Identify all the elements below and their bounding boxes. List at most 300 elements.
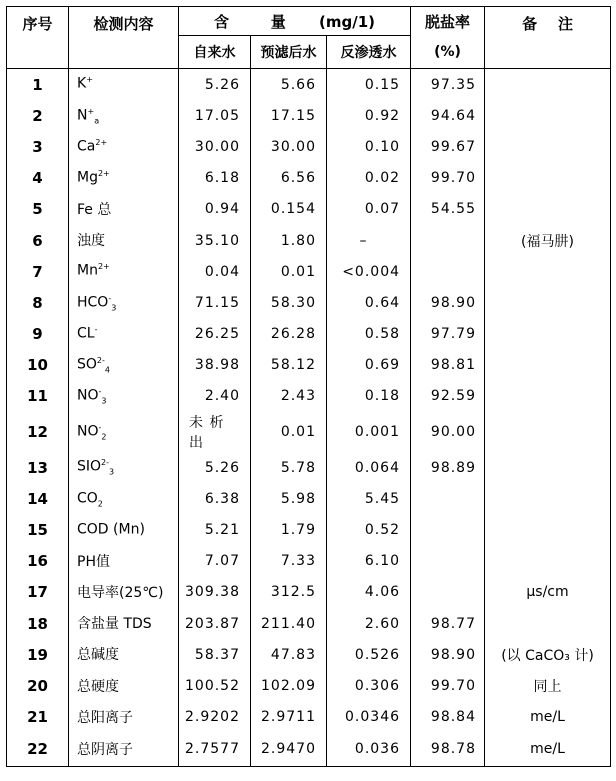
row-item — [69, 287, 179, 318]
row-rate — [411, 350, 485, 381]
row-tap: 35.10 — [194, 232, 240, 249]
row-note — [485, 412, 611, 452]
row-number — [7, 670, 69, 701]
row-tap-value — [179, 670, 251, 701]
header-note: 备 注 — [485, 7, 611, 69]
row-number — [7, 514, 69, 545]
row-base: 总阴离子 — [77, 741, 133, 758]
table-row — [7, 287, 611, 318]
row-tap-value — [179, 639, 251, 670]
row-rate — [411, 639, 485, 670]
row-tap-value — [179, 608, 251, 639]
row-base: CL — [77, 325, 95, 342]
row-note: (福马肼) — [521, 233, 574, 250]
row-sub: 2 — [97, 499, 103, 509]
row-tap: 2.7577 — [185, 741, 240, 758]
row-tap: 6.38 — [204, 490, 240, 507]
row-note — [485, 452, 611, 483]
row-tap-value — [179, 350, 251, 381]
row-base: K — [77, 76, 87, 93]
row-number — [7, 256, 69, 287]
row-ro: 0.10 — [364, 138, 401, 155]
row-ro: 0.92 — [364, 107, 401, 124]
row-number — [7, 639, 69, 670]
row-number — [7, 194, 69, 225]
row-note: me/L — [530, 709, 565, 726]
row-no: 20 — [27, 676, 48, 695]
row-prefiltered-value — [251, 163, 327, 194]
table-row — [7, 194, 611, 225]
row-ro-value — [327, 546, 411, 577]
row-note — [485, 608, 611, 639]
row-item — [69, 319, 179, 350]
row-ro-value — [327, 350, 411, 381]
row-no: 6 — [32, 231, 43, 250]
row-ro-value — [327, 514, 411, 545]
row-ro-value — [327, 287, 411, 318]
table-row — [7, 546, 611, 577]
header-content-unit: (mg/1) — [319, 12, 376, 31]
row-note — [485, 287, 611, 318]
row-number — [7, 350, 69, 381]
row-note — [485, 100, 611, 131]
row-ro-value — [327, 670, 411, 701]
row-tap-value — [179, 100, 251, 131]
row-item — [69, 69, 179, 101]
row-rate — [411, 670, 485, 701]
row-rate: 98.89 — [430, 459, 477, 476]
row-rate: 99.70 — [430, 677, 477, 694]
row-ro-value — [327, 702, 411, 733]
row-pre: 5.98 — [280, 490, 316, 507]
row-base: PH值 — [77, 553, 110, 570]
table-row — [7, 412, 611, 452]
row-sub: 4 — [104, 365, 110, 375]
row-ro: 0.0346 — [345, 709, 401, 726]
row-ro-value — [327, 733, 411, 767]
row-rate: 98.84 — [430, 709, 477, 726]
row-note — [485, 702, 611, 733]
row-tap: 17.05 — [194, 107, 240, 124]
row-note — [485, 670, 611, 701]
header-prefiltered-water: 预滤后水 — [251, 36, 327, 69]
row-item — [69, 350, 179, 381]
row-item — [69, 163, 179, 194]
header-item: 检测内容 — [69, 7, 179, 69]
table-row — [7, 514, 611, 545]
row-base: HCO — [77, 294, 109, 311]
row-no: 7 — [32, 262, 43, 281]
table-body — [7, 69, 611, 767]
row-pre: 2.9711 — [261, 709, 316, 726]
row-ro: 0.02 — [364, 170, 401, 187]
row-tap-value — [179, 412, 251, 452]
row-sup: + — [86, 75, 93, 85]
row-rate — [411, 733, 485, 767]
row-base: CO — [77, 490, 98, 507]
row-pre: 0.01 — [280, 424, 316, 441]
row-tap: 38.98 — [194, 357, 240, 374]
row-item — [69, 381, 179, 412]
row-tap-value — [179, 225, 251, 256]
row-number — [7, 733, 69, 767]
row-sup: 2- — [96, 356, 105, 366]
water-quality-table — [6, 6, 611, 767]
row-number — [7, 608, 69, 639]
row-tap: 5.21 — [204, 522, 240, 539]
row-base: 总硬度 — [77, 678, 119, 695]
row-no: 14 — [27, 489, 48, 508]
row-tap: 30.00 — [194, 138, 240, 155]
row-base: SIO — [77, 459, 102, 476]
row-rate: 98.90 — [430, 294, 477, 311]
row-ro-value — [327, 639, 411, 670]
row-ro: – — [359, 232, 368, 249]
row-ro: 0.306 — [354, 677, 401, 694]
row-ro-value — [327, 256, 411, 287]
row-no: 15 — [27, 521, 48, 540]
row-no: 19 — [27, 645, 48, 664]
row-item — [69, 483, 179, 514]
row-rate: 54.55 — [430, 201, 477, 218]
row-pre: 26.28 — [270, 326, 316, 343]
row-tap-value — [179, 514, 251, 545]
row-ro: 6.10 — [364, 553, 401, 570]
row-rate: 97.35 — [430, 76, 477, 93]
row-ro: 0.18 — [364, 388, 401, 405]
row-rate: 99.70 — [430, 170, 477, 187]
row-item — [69, 131, 179, 162]
row-ro: <0.004 — [342, 263, 401, 280]
row-pre: 17.15 — [270, 107, 316, 124]
row-ro: 5.45 — [364, 490, 401, 507]
row-ro: 0.526 — [354, 646, 401, 663]
row-number — [7, 287, 69, 318]
row-number — [7, 577, 69, 608]
row-rate: 98.77 — [430, 615, 477, 632]
row-rate — [411, 100, 485, 131]
row-item — [69, 733, 179, 767]
row-sup: 2- — [101, 458, 110, 468]
row-item — [69, 452, 179, 483]
row-prefiltered-value — [251, 131, 327, 162]
row-rate: 98.78 — [430, 741, 477, 758]
row-no: 9 — [32, 325, 43, 344]
row-tap-value — [179, 483, 251, 514]
row-tap-value — [179, 287, 251, 318]
row-rate: 90.00 — [430, 424, 477, 441]
table-row — [7, 483, 611, 514]
row-tap: 6.18 — [204, 170, 240, 187]
row-note — [485, 350, 611, 381]
row-no: 12 — [27, 423, 48, 442]
row-ro-value — [327, 319, 411, 350]
row-rate — [411, 452, 485, 483]
row-no: 21 — [27, 708, 48, 727]
row-sub: 3 — [109, 467, 115, 477]
row-no: 5 — [32, 200, 43, 219]
row-note — [485, 256, 611, 287]
row-note — [485, 319, 611, 350]
row-tap: 未 析 出 — [189, 415, 225, 452]
row-ro: 0.001 — [354, 424, 401, 441]
row-rate — [411, 256, 485, 287]
row-tap: 0.94 — [204, 201, 240, 218]
row-ro: 4.06 — [364, 584, 401, 601]
row-rate: 99.67 — [430, 138, 477, 155]
row-rate — [411, 225, 485, 256]
row-ro-value — [327, 577, 411, 608]
table-row — [7, 452, 611, 483]
row-ro-value — [327, 100, 411, 131]
row-ro-value — [327, 69, 411, 101]
header-rate-unit: (%) — [411, 36, 485, 69]
row-prefiltered-value — [251, 483, 327, 514]
row-base: N — [77, 107, 88, 124]
row-prefiltered-value — [251, 225, 327, 256]
row-pre: 30.00 — [270, 138, 316, 155]
row-rate — [411, 514, 485, 545]
row-ro: 0.52 — [364, 522, 401, 539]
row-sup: 2+ — [97, 168, 110, 178]
row-tap-value — [179, 194, 251, 225]
table-row — [7, 577, 611, 608]
row-item — [69, 608, 179, 639]
row-sub: a — [94, 116, 100, 125]
row-number — [7, 100, 69, 131]
row-no: 1 — [32, 75, 43, 94]
row-tap: 7.07 — [204, 553, 240, 570]
row-base: NO — [77, 387, 99, 404]
row-sup: - — [94, 324, 98, 334]
table-row — [7, 319, 611, 350]
table-row — [7, 733, 611, 767]
row-no: 3 — [32, 137, 43, 156]
row-no: 17 — [27, 583, 48, 602]
row-number — [7, 452, 69, 483]
row-no: 16 — [27, 552, 48, 571]
row-note — [485, 514, 611, 545]
row-tap-value — [179, 163, 251, 194]
row-prefiltered-value — [251, 194, 327, 225]
header-tap-water: 自来水 — [179, 36, 251, 69]
row-base: NO — [77, 423, 99, 440]
row-rate: 94.64 — [430, 107, 477, 124]
row-sub: 3 — [111, 303, 117, 313]
table-row — [7, 381, 611, 412]
row-item — [69, 546, 179, 577]
row-rate: 98.90 — [430, 646, 477, 663]
row-ro: 0.58 — [364, 326, 401, 343]
row-prefiltered-value — [251, 319, 327, 350]
row-rate — [411, 546, 485, 577]
row-tap-value — [179, 546, 251, 577]
table-row — [7, 69, 611, 101]
row-tap: 203.87 — [185, 615, 240, 632]
row-tap-value — [179, 69, 251, 101]
row-note — [485, 163, 611, 194]
row-rate: 98.81 — [430, 357, 477, 374]
row-pre: 6.56 — [280, 170, 316, 187]
row-number — [7, 131, 69, 162]
row-ro: 0.64 — [364, 294, 401, 311]
row-no: 13 — [27, 458, 48, 477]
row-tap: 309.38 — [185, 584, 240, 601]
row-rate — [411, 381, 485, 412]
row-ro-value — [327, 131, 411, 162]
row-prefiltered-value — [251, 287, 327, 318]
row-number — [7, 412, 69, 452]
table-row — [7, 100, 611, 131]
row-number — [7, 225, 69, 256]
row-number — [7, 546, 69, 577]
row-no: 18 — [27, 614, 48, 633]
row-tap-value — [179, 256, 251, 287]
row-pre: 5.78 — [280, 459, 316, 476]
row-rate — [411, 163, 485, 194]
row-note — [485, 546, 611, 577]
table-row — [7, 350, 611, 381]
row-tap: 26.25 — [194, 326, 240, 343]
row-pre: 2.9470 — [261, 741, 316, 758]
row-prefiltered-value — [251, 412, 327, 452]
row-no: 4 — [32, 169, 43, 188]
row-sup: 2+ — [95, 137, 108, 147]
row-tap: 2.9202 — [185, 709, 240, 726]
row-tap-value — [179, 319, 251, 350]
row-note — [485, 381, 611, 412]
row-tap-value — [179, 702, 251, 733]
row-pre: 102.09 — [261, 677, 316, 694]
row-note — [485, 131, 611, 162]
row-prefiltered-value — [251, 702, 327, 733]
row-pre: 211.40 — [261, 615, 316, 632]
table-row — [7, 702, 611, 733]
header-rate: 脱盐率 — [411, 7, 485, 36]
header-content — [179, 7, 411, 36]
row-pre: 5.66 — [280, 76, 316, 93]
row-tap: 5.26 — [204, 76, 240, 93]
row-ro-value — [327, 225, 411, 256]
row-item — [69, 256, 179, 287]
row-note — [485, 639, 611, 670]
row-base: 含盐量 TDS — [77, 616, 152, 633]
row-tap-value — [179, 452, 251, 483]
row-prefiltered-value — [251, 452, 327, 483]
row-prefiltered-value — [251, 381, 327, 412]
row-base: 总阳离子 — [77, 709, 133, 726]
row-rate: 97.79 — [430, 326, 477, 343]
row-note — [485, 194, 611, 225]
row-number — [7, 702, 69, 733]
row-pre: 312.5 — [270, 584, 316, 601]
row-note: me/L — [530, 741, 565, 758]
row-sub: 2 — [101, 432, 107, 442]
row-base: 电导率(25℃) — [77, 585, 164, 601]
row-ro-value — [327, 608, 411, 639]
row-ro: 0.69 — [364, 357, 401, 374]
row-number — [7, 319, 69, 350]
row-pre: 47.83 — [270, 646, 316, 663]
row-pre: 1.79 — [280, 522, 316, 539]
row-number — [7, 69, 69, 101]
row-ro-value — [327, 452, 411, 483]
row-tap-value — [179, 577, 251, 608]
row-note: μs/cm — [526, 584, 569, 601]
row-rate — [411, 131, 485, 162]
row-pre: 0.01 — [280, 263, 316, 280]
row-tap: 2.40 — [204, 388, 240, 405]
row-sup: - — [98, 387, 102, 397]
row-rate — [411, 483, 485, 514]
row-item — [69, 702, 179, 733]
row-rate — [411, 194, 485, 225]
row-note — [485, 69, 611, 101]
row-number — [7, 381, 69, 412]
row-note — [485, 225, 611, 256]
row-tap-value — [179, 381, 251, 412]
row-prefiltered-value — [251, 639, 327, 670]
row-sup: + — [87, 106, 95, 116]
row-pre: 2.43 — [280, 388, 316, 405]
row-prefiltered-value — [251, 733, 327, 767]
row-base: COD (Mn) — [77, 521, 145, 538]
row-ro: 0.036 — [354, 741, 401, 758]
row-note — [485, 577, 611, 608]
row-tap: 100.52 — [185, 677, 240, 694]
row-item — [69, 412, 179, 452]
row-base: Ca — [77, 138, 96, 155]
row-tap-value — [179, 131, 251, 162]
row-base: 总碱度 — [77, 647, 119, 664]
row-ro: 0.15 — [364, 76, 401, 93]
row-rate — [411, 319, 485, 350]
row-rate — [411, 287, 485, 318]
row-pre: 7.33 — [280, 553, 316, 570]
row-ro-value — [327, 483, 411, 514]
row-tap: 0.04 — [204, 263, 240, 280]
row-item — [69, 670, 179, 701]
table-row — [7, 639, 611, 670]
row-item — [69, 639, 179, 670]
row-no: 10 — [27, 356, 48, 375]
row-rate — [411, 702, 485, 733]
row-base: Mg — [77, 169, 98, 186]
row-ro: 0.064 — [354, 459, 401, 476]
row-base: Fe 总 — [77, 201, 112, 218]
row-rate — [411, 69, 485, 101]
row-tap: 5.26 — [204, 459, 240, 476]
row-no: 8 — [32, 293, 43, 312]
table-row — [7, 256, 611, 287]
table-row — [7, 225, 611, 256]
row-rate — [411, 577, 485, 608]
row-item — [69, 225, 179, 256]
row-tap: 58.37 — [194, 646, 240, 663]
row-no: 11 — [27, 387, 48, 406]
header-ro-water: 反渗透水 — [327, 36, 411, 69]
row-pre: 1.80 — [280, 232, 316, 249]
row-pre: 58.12 — [270, 357, 316, 374]
header-content-label: 含 量 — [214, 12, 286, 31]
row-rate — [411, 412, 485, 452]
row-ro-value — [327, 412, 411, 452]
row-number — [7, 483, 69, 514]
row-prefiltered-value — [251, 69, 327, 101]
row-ro-value — [327, 381, 411, 412]
row-item — [69, 577, 179, 608]
table-row — [7, 670, 611, 701]
